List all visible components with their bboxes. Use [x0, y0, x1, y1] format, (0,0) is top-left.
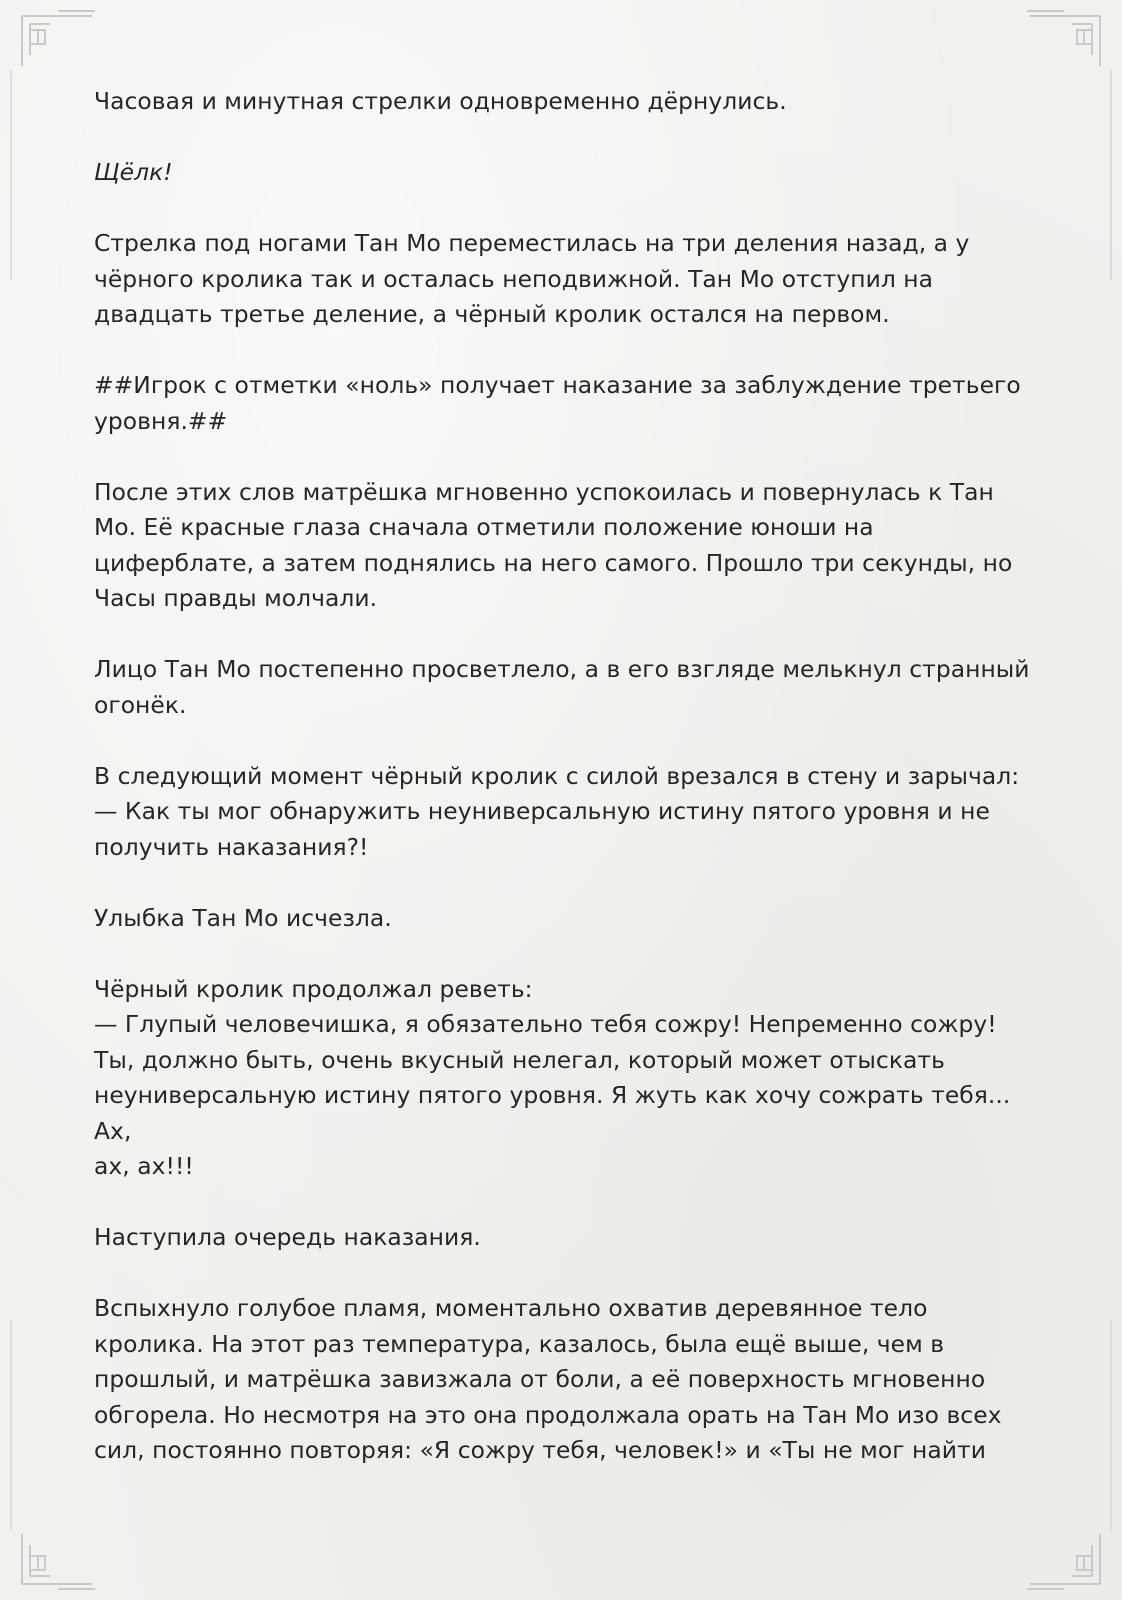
frame-corner-top-left: [22, 11, 95, 66]
paragraph-5: После этих слов матрёшка мгновенно успокоилась и повернулась к Тан Мо. Её красные глаза сначала отметили положение юноши на циферблате, а затем поднялись на него самого. Прошло три секунды, но Часы правды молчали.: [94, 477, 1013, 612]
paragraph-7: В следующий момент чёрный кролик с силой врезался в стену и зарычал: — Как ты мог обнаружить неуниверсальную истину пятого уровня и не получить наказания?!: [94, 761, 1020, 861]
paragraph-3: Стрелка под ногами Тан Мо переместилась на три деления назад, а у чёрного кролика так и осталась неподвижной. Тан Мо отступил на двадцать третье деление, а чёрный кролик остался на первом.: [94, 229, 970, 328]
paragraph-8: Улыбка Тан Мо исчезла.: [94, 903, 392, 932]
frame-corner-bottom-right: [1027, 1534, 1100, 1589]
paragraph-6: Лицо Тан Мо постепенно просветлело, а в его взгляде мелькнул странный огонёк.: [94, 655, 1030, 719]
paragraph-2-click-sound: Щёлк!: [94, 158, 173, 186]
paragraph-11: Вспыхнуло голубое пламя, моментально охватив деревянное тело кролика. На этот раз температура, казалось, была ещё выше, чем в прошлый, и матрёшка завизжала от боли, а её поверхность мгновенно обгорела. Но несмотря на это она продолжала орать на Тан Мо изо всех сил, постоянно повторяя: «Я сожру тебя, человек!» и «Ты не мог найти: [94, 1294, 1002, 1464]
frame-corner-bottom-left: [22, 1534, 95, 1589]
paragraph-4-system-message: ##Игрок с отметки «ноль» получает наказание за заблуждение третьего уровня.##: [94, 371, 1021, 435]
paragraph-1: Часовая и минутная стрелки одновременно дёрнулись.: [94, 87, 787, 115]
paragraph-9: Чёрный кролик продолжал реветь: — Глупый человечишка, я обязательно тебя сожру! Непременно сожру! Ты, должно быть, очень вкусный нелегал, который может отыскать неуниверсальную истину пятого уровня. Я жуть как хочу сожрать тебя... Ах, ах, ах!!!: [94, 974, 1011, 1180]
paragraph-10: Наступила очередь наказания.: [94, 1223, 481, 1251]
document-body: [94, 84, 1034, 1469]
frame-corner-top-right: [1027, 11, 1100, 66]
